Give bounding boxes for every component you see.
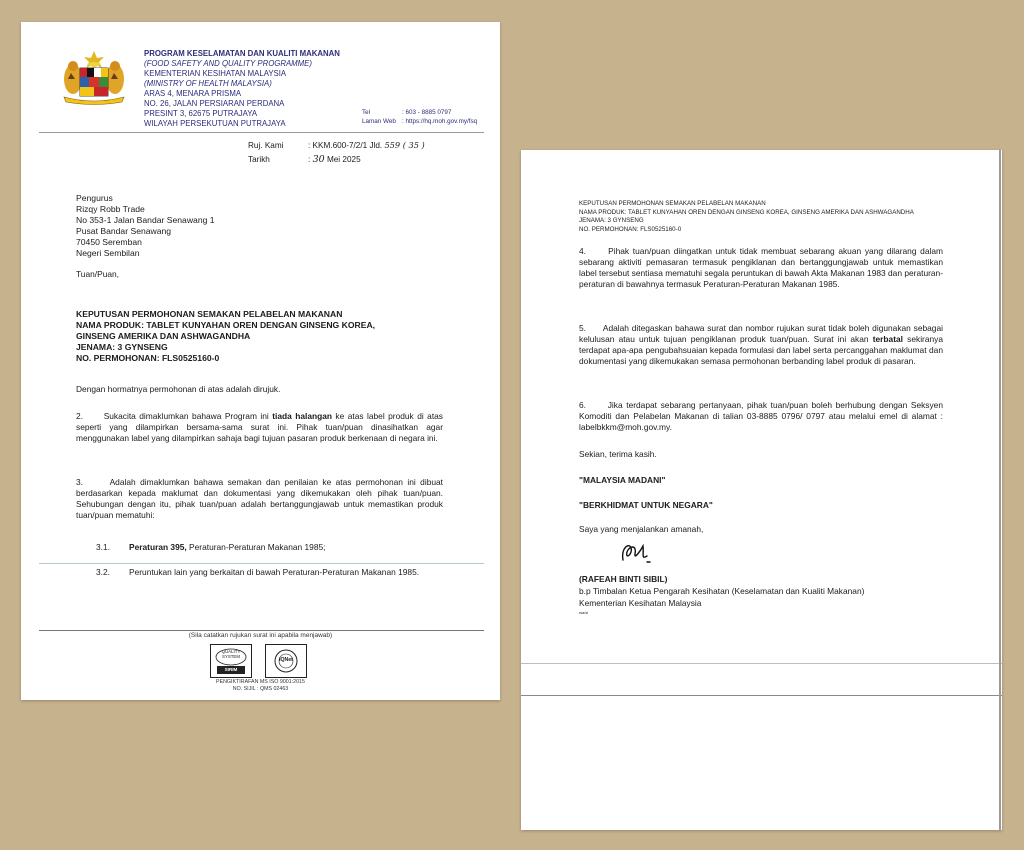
scan-line xyxy=(521,663,1002,664)
subject-line: NO. PERMOHONAN: FLS0525160-0 xyxy=(76,353,220,363)
subject-block xyxy=(76,309,375,364)
closing: Sekian, terima kasih. xyxy=(579,449,657,459)
signer-name: (RAFEAH BINTI SIBIL) xyxy=(579,574,668,584)
badge-system-text: SYSTEM xyxy=(221,654,241,659)
recipient-line: No 353-1 Jalan Bandar Senawang 1 xyxy=(76,215,215,225)
web-label: Laman Web xyxy=(362,117,396,125)
salutation: Tuan/Puan, xyxy=(76,269,119,279)
letter-page-2 xyxy=(521,150,1002,830)
letterhead-programme-en: (FOOD SAFETY AND QUALITY PROGRAMME) xyxy=(144,59,312,68)
letterhead-address-2: NO. 26, JALAN PERSIARAN PERDANA xyxy=(144,99,285,108)
paragraph-number: 6. xyxy=(579,400,586,410)
ruj-label: Ruj. Kami xyxy=(248,141,284,150)
list-text: Peruntukan lain yang berkaitan di bawah Peraturan-Peraturan Makanan 1985. xyxy=(129,567,420,577)
page2-header xyxy=(579,200,914,235)
paragraph-emphasis: terbatal xyxy=(872,334,903,344)
reference-block xyxy=(248,138,425,167)
typist-initials: rsa/si xyxy=(579,611,589,615)
contact-block xyxy=(362,109,477,126)
cert-line: PENGIKTIRAFAN MS ISO 9001:2015 xyxy=(216,679,305,685)
paragraph-text: sekiranya terdapat apa-apa pengubahsuaian kepada formulasi dan label serta percanggahan maklumat dan dokumentasi yang dikemukakan semasa permohonan berbanding label produk di pasaran. xyxy=(579,334,944,366)
web-value: : https://hq.moh.gov.my/fsq xyxy=(402,117,478,125)
slogan-berkhidmat: "BERKHIDMAT UNTUK NEGARA" xyxy=(579,500,713,510)
scan-edge xyxy=(999,150,1001,830)
paragraph-number: 4. xyxy=(579,246,586,256)
scan-line xyxy=(521,695,1002,696)
footer-divider xyxy=(39,630,484,631)
paragraph-text: Adalah dimaklumkan bahawa semakan dan penilaian ke atas permohonan ini dibuat berdasarkan kepada maklumat dan dokumentasi yang dikemukakan oleh pihak tuan/puan. Sehubungan dengan itu, pihak tuan/puan adalah bertanggungjawab untuk memastikan produk tuan/puan mematuhi: xyxy=(76,477,443,520)
header-line: JENAMA: 3 GYNSENG xyxy=(579,217,644,225)
list-number: 3.1. xyxy=(96,542,110,552)
letterhead-ministry-en: (MINISTRY OF HEALTH MALAYSIA) xyxy=(144,79,272,88)
tarikh-handwritten: 30 xyxy=(312,154,325,165)
paragraph-number: 3. xyxy=(76,477,83,487)
paragraph-6 xyxy=(579,400,943,433)
list-item-3-2 xyxy=(96,567,441,578)
header-line: KEPUTUSAN PERMOHONAN SEMAKAN PELABELAN MAKANAN xyxy=(579,200,766,207)
header-divider xyxy=(39,132,484,133)
recipient-address xyxy=(76,193,215,259)
paragraph-3 xyxy=(76,477,443,521)
signer-ministry: Kementerian Kesihatan Malaysia xyxy=(579,598,702,608)
footer-note: (Sila catatkan rujukan surat ini apabila menjawab) xyxy=(188,632,333,639)
quality-system-badge xyxy=(210,644,252,678)
cert-line: NO. SIJIL : QMS 02463 xyxy=(232,686,289,692)
ruj-handwritten: 559 ( 35 ) xyxy=(384,140,425,150)
tarikh-colon: : xyxy=(308,155,311,164)
letterhead-address-1: ARAS 4, MENARA PRISMA xyxy=(144,89,242,98)
letterhead xyxy=(144,49,340,129)
signature-image xyxy=(617,538,657,568)
paragraph-emphasis: tiada halangan xyxy=(272,411,332,421)
amanah-line: Saya yang menjalankan amanah, xyxy=(579,524,704,534)
letterhead-ministry: KEMENTERIAN KESIHATAN MALAYSIA xyxy=(144,69,287,78)
list-item-3-1 xyxy=(96,542,441,553)
subject-line: GINSENG AMERIKA DAN ASHWAGANDHA xyxy=(76,331,251,341)
paragraph-text: Sukacita dimaklumkan bahawa Program ini xyxy=(103,411,273,421)
paragraph-2 xyxy=(76,411,443,444)
recipient-line: 70450 Seremban xyxy=(76,237,142,247)
badge-iqnet-text: IQNet xyxy=(279,657,293,663)
scan-line xyxy=(39,563,484,564)
malaysia-coat-of-arms-logo xyxy=(61,49,127,105)
badge-sirim-text: SIRIM xyxy=(224,667,238,672)
recipient-line: Pusat Bandar Senawang xyxy=(76,226,172,236)
recipient-line: Rizqy Robb Trade xyxy=(76,204,145,214)
paragraph-text: Adalah ditegaskan bahawa surat dan nombor rujukan surat tidak boleh digunakan sebagai kelulusan atau untuk tujuan pengiklanan produk tuan/puan. Surat ini akan xyxy=(579,323,943,344)
letterhead-address-3: PRESINT 3, 62675 PUTRAJAYA xyxy=(144,109,258,118)
signer-title: b.p Timbalan Ketua Pengarah Kesihatan (Keselamatan dan Kualiti Makanan) xyxy=(579,586,865,596)
header-line: NAMA PRODUK: TABLET KUNYAHAN OREN DENGAN GINSENG KOREA, GINSENG AMERIKA DAN ASHWAGANDHA xyxy=(579,208,914,216)
letterhead-address-4: WILAYAH PERSEKUTUAN PUTRAJAYA xyxy=(144,119,286,128)
list-number: 3.2. xyxy=(96,567,110,577)
recipient-line: Pengurus xyxy=(76,193,113,203)
header-line: NO. PERMOHONAN: FLS0525160-0 xyxy=(579,226,682,234)
certification-text xyxy=(21,679,500,693)
paragraph-number: 5. xyxy=(579,323,586,333)
tarikh-value: Mei 2025 xyxy=(326,155,361,164)
tarikh-label: Tarikh xyxy=(248,155,270,164)
paragraph-number: 2. xyxy=(76,411,83,421)
paragraph-text: ke atas label produk di atas seperti yang dilampirkan bersama-sama surat ini. Pihak tuan/puan dinasihatkan agar menggunakan label yang dilampirkan sahaja bagi tujuan pasaran produk berkenaan di negara ini. xyxy=(76,411,443,443)
paragraph-text: Pihak tuan/puan diingatkan untuk tidak membuat sebarang akuan yang dilarang dalam sebarang aktiviti pemasaran termasuk pengiklanan dan bertanggungjawab untuk memastikan label tersebut sentiasa mematuhi segala peruntukan di bawah Akta Makanan 1983 dan peraturan-peraturan di bawahnya termasuk Peraturan-Peraturan Makanan 1985. xyxy=(579,246,943,289)
paragraph-5 xyxy=(579,323,943,367)
subject-line: JENAMA: 3 GYNSENG xyxy=(76,342,168,352)
ruj-value: : KKM.600-7/2/1 Jld. xyxy=(308,141,383,150)
subject-line: KEPUTUSAN PERMOHONAN SEMAKAN PELABELAN MAKANAN xyxy=(76,309,343,319)
tel-label: Tel xyxy=(362,109,371,116)
tel-value: : 603 - 8885 0797 xyxy=(402,109,452,116)
letter-page-1 xyxy=(21,22,500,700)
paragraph-4 xyxy=(579,246,943,290)
letterhead-programme: PROGRAM KESELAMATAN DAN KUALITI MAKANAN xyxy=(144,49,340,58)
paragraph-text: Jika terdapat sebarang pertanyaan, pihak tuan/puan boleh berhubung dengan Seksyen Komoditi dan Pelabelan Makanan di talian 03-8885 0796/ 0797 atau melalui emel di alamat : labelbkkm@moh.gov.my. xyxy=(579,400,943,432)
iqnet-badge xyxy=(265,644,307,678)
badge-quality-text: QUALITY xyxy=(221,649,241,654)
recipient-line: Negeri Sembilan xyxy=(76,248,140,258)
list-emphasis: Peraturan 395, xyxy=(129,542,187,552)
list-text: Peraturan-Peraturan Makanan 1985; xyxy=(186,542,326,552)
paragraph-1: Dengan hormatnya permohonan di atas adalah dirujuk. xyxy=(76,384,281,394)
subject-line: NAMA PRODUK: TABLET KUNYAHAN OREN DENGAN GINSENG KOREA, xyxy=(76,320,376,330)
slogan-madani: "MALAYSIA MADANI" xyxy=(579,475,666,485)
